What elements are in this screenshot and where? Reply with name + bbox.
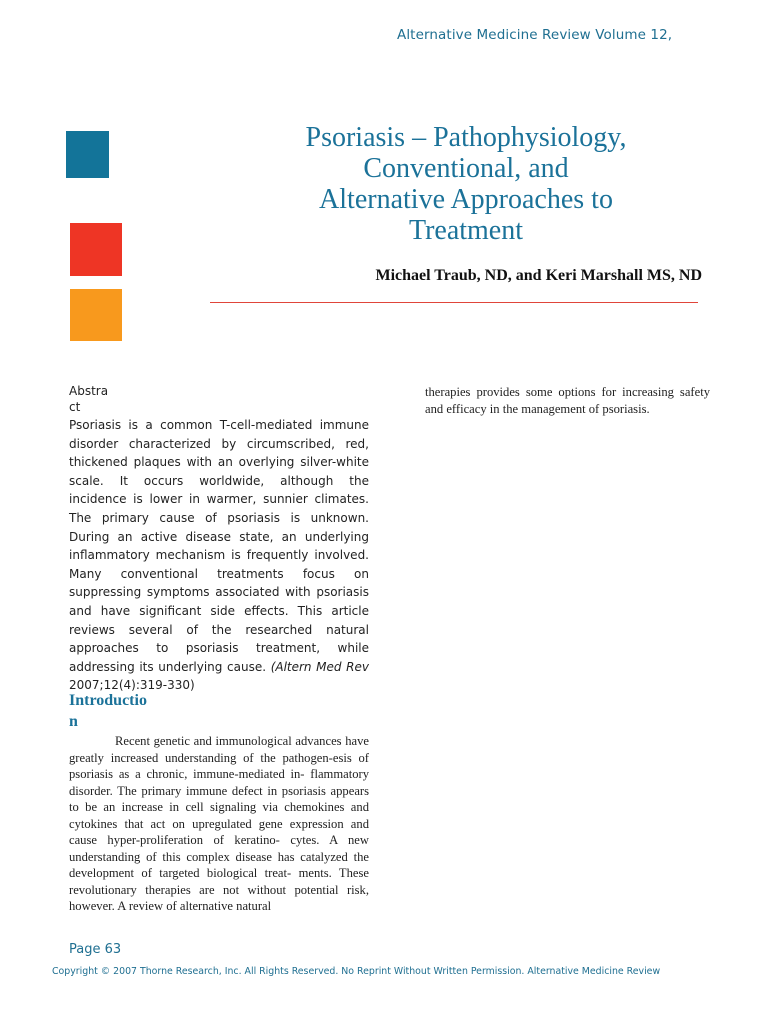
title-divider [210, 302, 698, 303]
decorative-orange-square [70, 289, 122, 341]
title-line: Treatment [408, 215, 524, 246]
title-line: Alternative Approaches to [319, 184, 613, 215]
abstract-citation: (Altern Med Rev 2007;12(4):319-330) [69, 659, 369, 693]
decorative-blue-square [66, 131, 109, 178]
title-line: Psoriasis – Pathophysiology, [305, 122, 627, 153]
page-number: Page 63 [69, 942, 122, 957]
introduction-body: Recent genetic and immunological advances have greatly increased understanding of the pathogen-esis of psoriasis as a chronic, immune-mediated in- flammatory disorder. The primary immune defect in psoriasis appears to be an increase in cell signaling via chemokines and cytokines that act on upregulated gene expression and cause hyper-proliferation of keratino- cytes. A new understanding of this complex disease has catalyzed the development of targeted biological treat- ments. These revolutionary therapies are not without potential risk, however. A review of alternative natural [69, 734, 369, 913]
article-title [250, 122, 682, 246]
abstract-text: Psoriasis is a common T-cell-mediated immune disorder characterized by circumscribed, red, thickened plaques with an overlying silver-white scale. It occurs worldwide, although the incidence is lower in warmer, sunnier climates. The primary cause of psoriasis is unknown. During an active disease state, an underlying inflammatory mechanism is frequently involved. Many conventional treatments focus on suppressing symptoms associated with psoriasis and have significant side effects. This article reviews several of the researched natural approaches to psoriasis treatment, while addressing its underlying cause. [69, 418, 369, 674]
article-authors: Michael Traub, ND, and Keri Marshall MS, ND [375, 267, 702, 284]
right-column-text: therapies provides some options for increasing safety and efficacy in the management of psoriasis. [425, 385, 710, 416]
copyright-footer: Copyright © 2007 Thorne Research, Inc. All Rights Reserved. No Reprint Without Written Permission. Alternative Medicine Review [52, 966, 661, 977]
title-line: Conventional, and [363, 153, 569, 184]
introduction-heading: Introductio n [69, 692, 147, 730]
decorative-red-square [70, 223, 122, 276]
journal-header: Alternative Medicine Review Volume 12, [397, 27, 673, 43]
abstract-heading: Abstra ct [69, 384, 109, 414]
abstract-body [69, 416, 369, 695]
